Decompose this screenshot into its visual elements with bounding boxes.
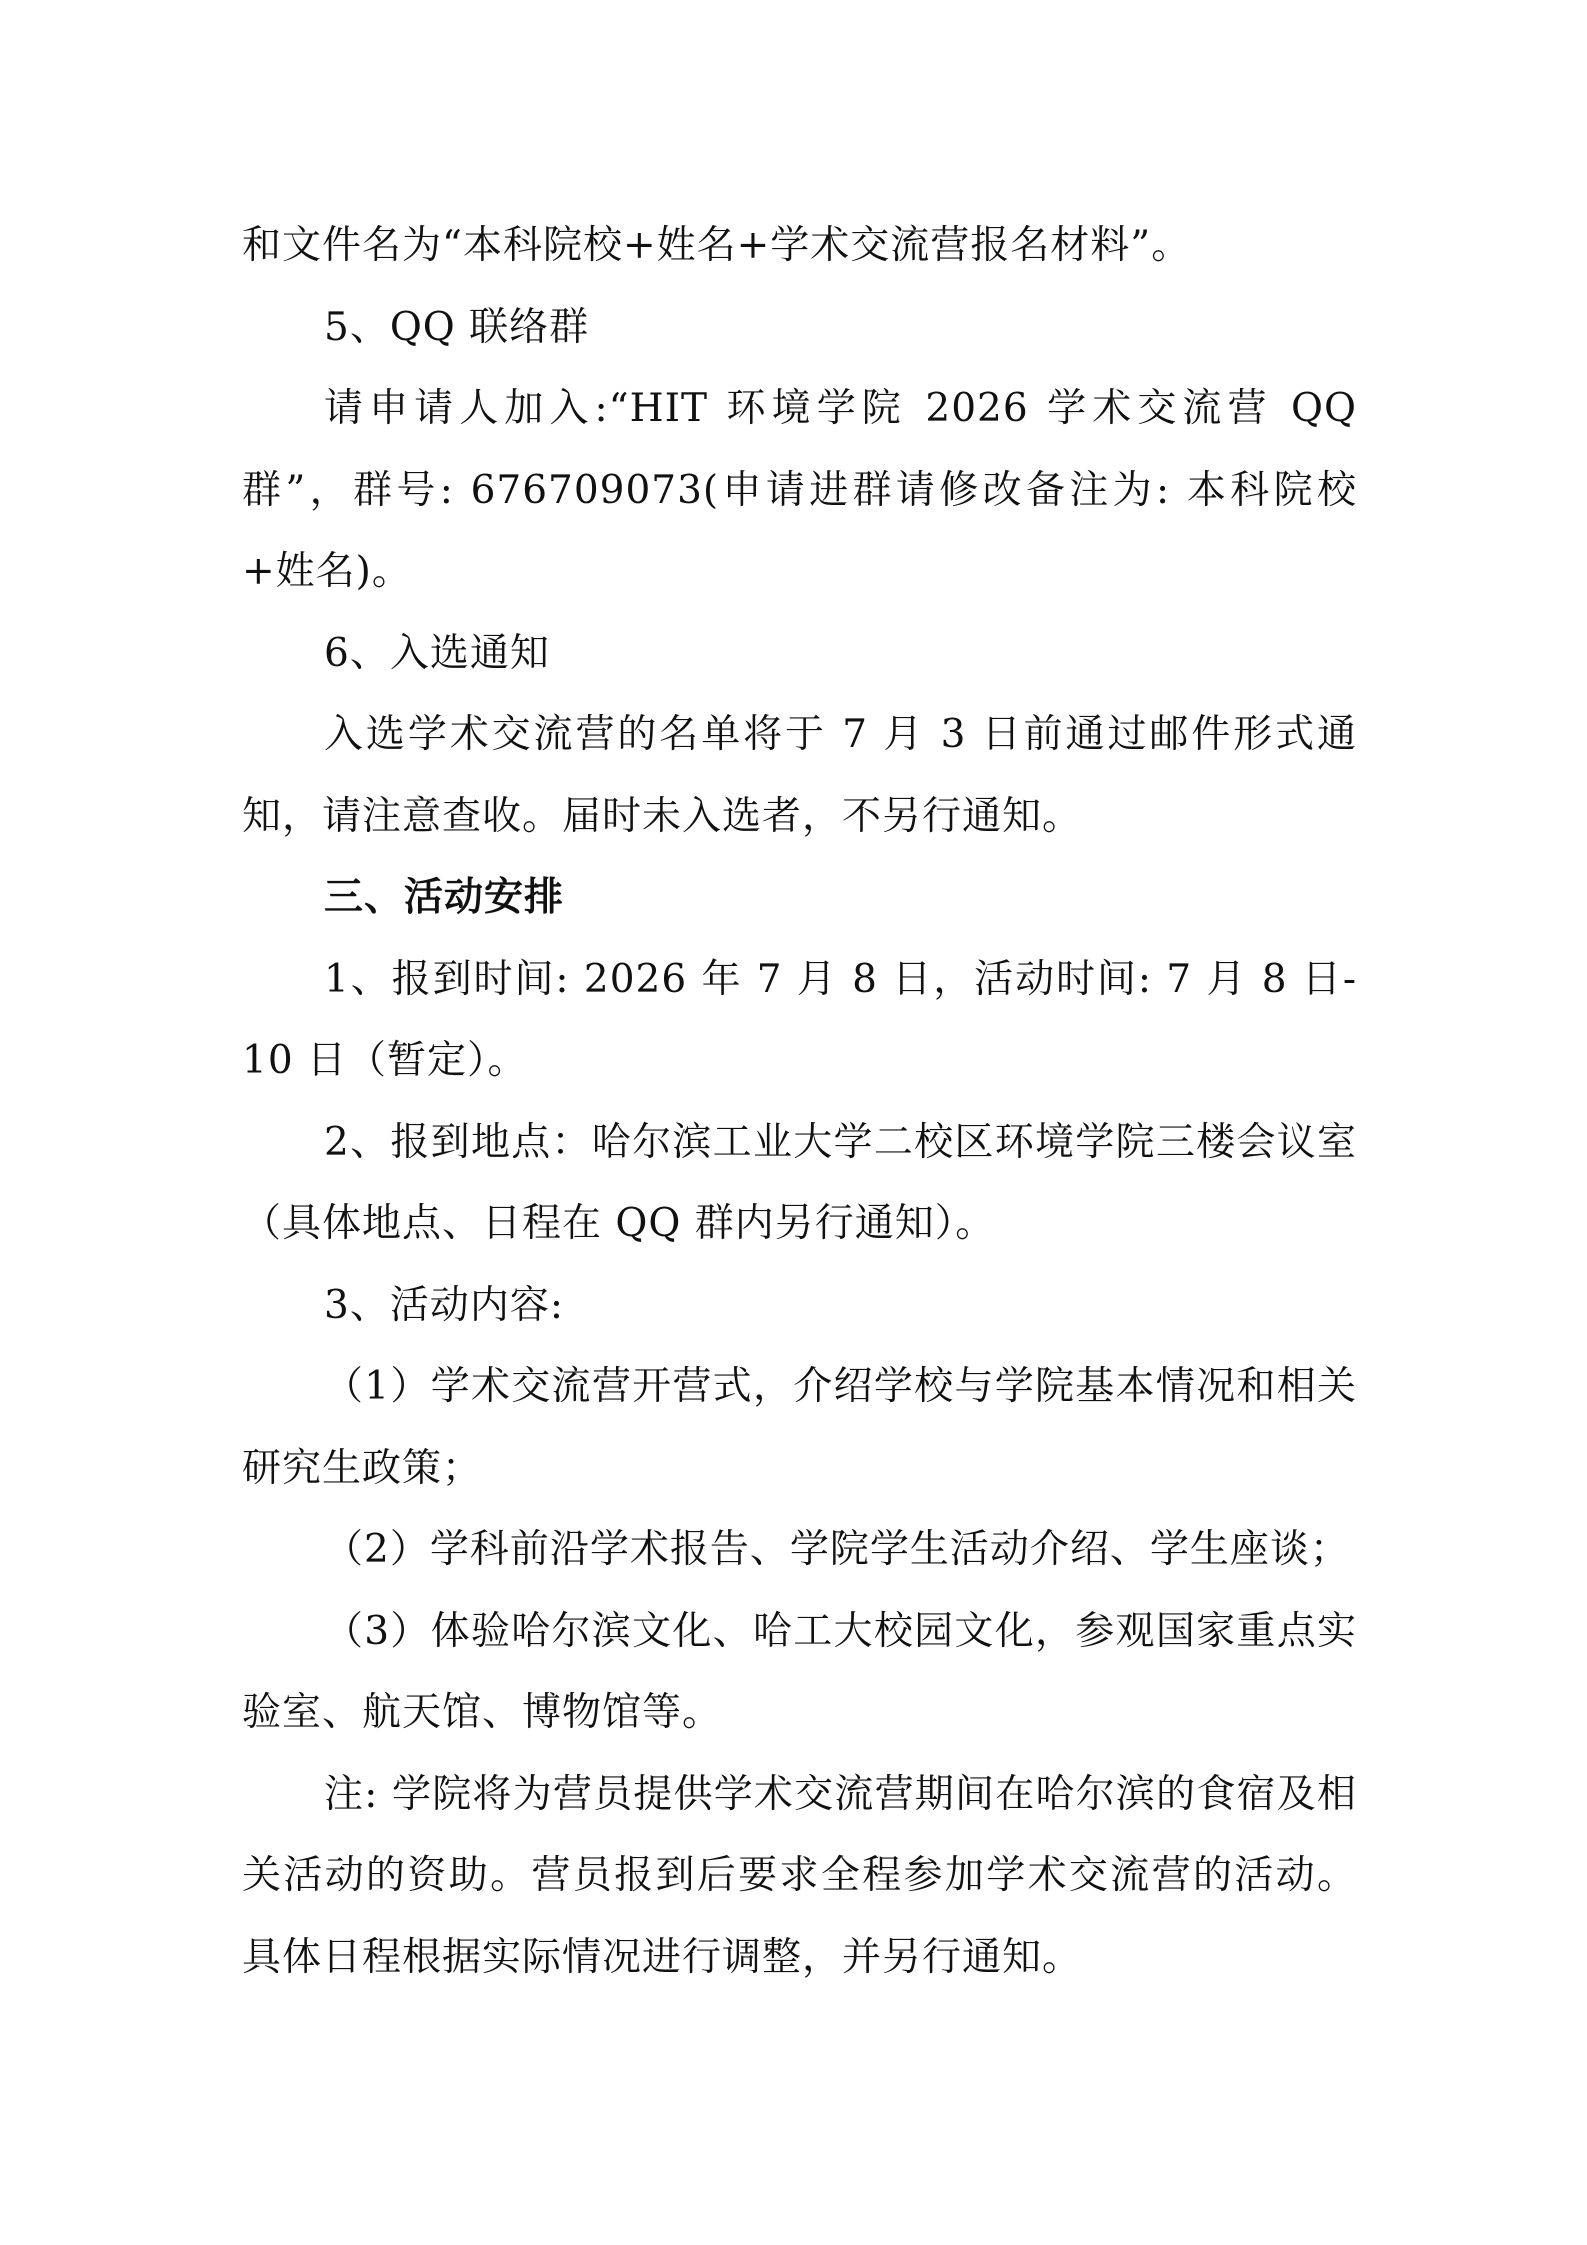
- paragraph-filename-note: 和文件名为“本科院校+姓名+学术交流营报名材料”。: [242, 223, 1192, 268]
- section-qq-group-title: 5、QQ 联络群: [324, 304, 590, 350]
- section-activity-content-title: 3、活动内容:: [324, 1282, 564, 1328]
- paragraph-selection-notice: 入选学术交流营的名单将于 7 月 3 日前通过邮件形式通知，请注意查收。届时未入选者，不另行通知。: [242, 712, 1357, 839]
- document-body: [242, 205, 1357, 1998]
- list-item-academic-reports: （2）学科前沿学术报告、学院学生活动介绍、学生座谈；: [324, 1527, 1350, 1572]
- list-item-opening-ceremony: （1）学术交流营开营式，介绍学校与学院基本情况和相关研究生政策；: [242, 1364, 1357, 1491]
- paragraph-registration-location: 2、报到地点：哈尔滨工业大学二校区环境学院三楼会议室（具体地点、日程在 QQ 群内另行通知）。: [242, 1119, 1357, 1246]
- paragraph-funding-note: 注: 学院将为营员提供学术交流营期间在哈尔滨的食宿及相关活动的资助。营员报到后要求全程参加学术交流营的活动。具体日程根据实际情况进行调整，并另行通知。: [242, 1771, 1357, 1980]
- section-selection-notice-title: 6、入选通知: [324, 630, 550, 676]
- paragraph-registration-time: 1、报到时间: 2026 年 7 月 8 日，活动时间: 7 月 8 日-10 日（暂定）。: [242, 956, 1357, 1083]
- section-heading-activity-arrangement: 三、活动安排: [324, 875, 565, 920]
- list-item-culture-visits: （3）体验哈尔滨文化、哈工大校园文化，参观国家重点实验室、航天馆、博物馆等。: [242, 1608, 1357, 1735]
- paragraph-qq-group-instructions: 请申请人加入:“HIT 环境学院 2026 学术交流营 QQ 群”，群号: 676709073(申请进群请修改备注为: 本科院校+姓名)。: [242, 386, 1357, 594]
